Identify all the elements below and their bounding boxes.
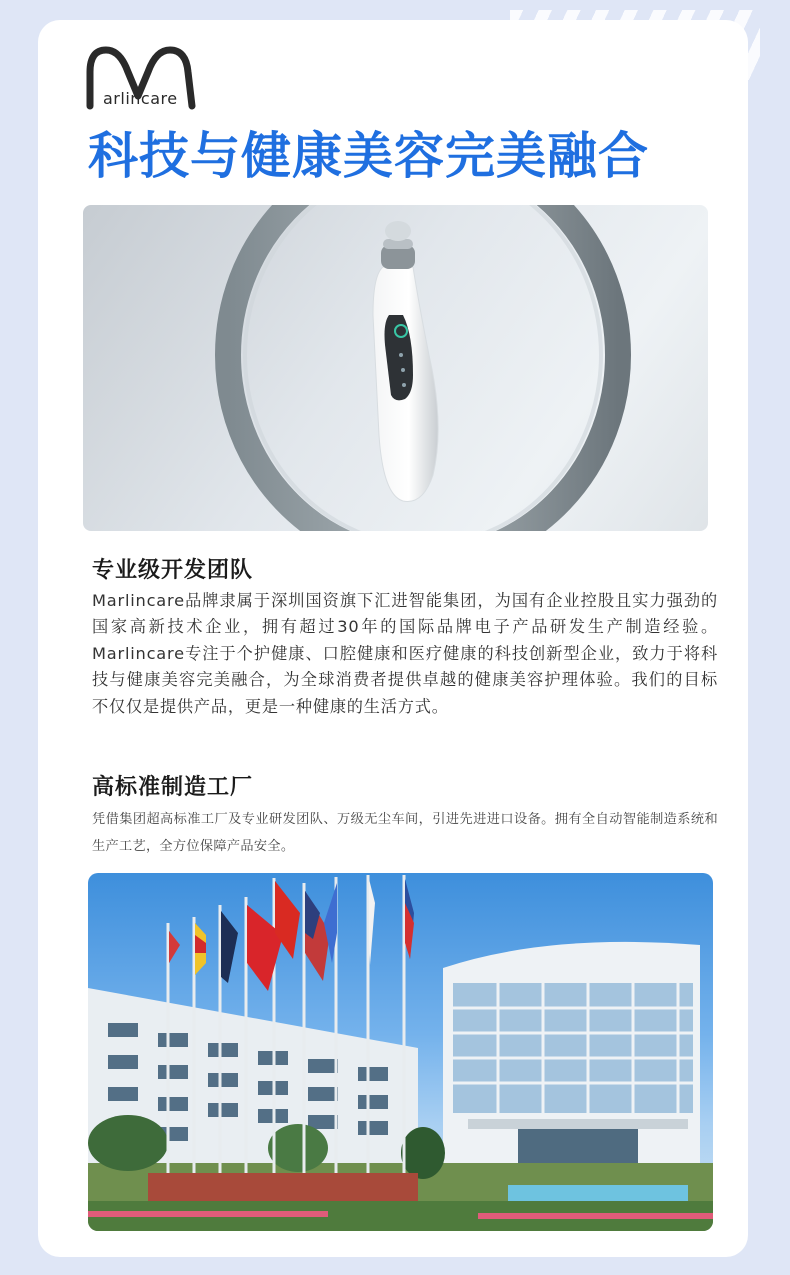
section-body-factory: 凭借集团超高标准工厂及专业研发团队、万级无尘车间，引进先进进口设备。拥有全自动智能制造系统和生产工艺，全方位保障产品安全。 [92, 812, 718, 854]
section-title-dev-team: 专业级开发团队 [92, 558, 254, 583]
factory-photo [88, 873, 713, 1231]
page-headline: 科技与健康美容完美融合 [88, 127, 649, 185]
section-title-factory: 高标准制造工厂 [92, 775, 254, 800]
product-photo [83, 205, 708, 531]
brand-logo-text: arlincare [103, 89, 178, 108]
section-body-dev-team: Marlincare品牌隶属于深圳国资旗下汇进智能集团，为国有企业控股且实力强劲的国家高新技术企业，拥有超过30年的国际品牌电子产品研发生产制造经验。Marlincare专注于个护健康、口腔健康和医疗健康的科技创新型企业，致力于将科技与健康美容完美融合，为全球消费者提供卓越的健康美容护理体验。我们的目标不仅仅是提供产品，更是一种健康的生活方式。 [92, 591, 718, 716]
